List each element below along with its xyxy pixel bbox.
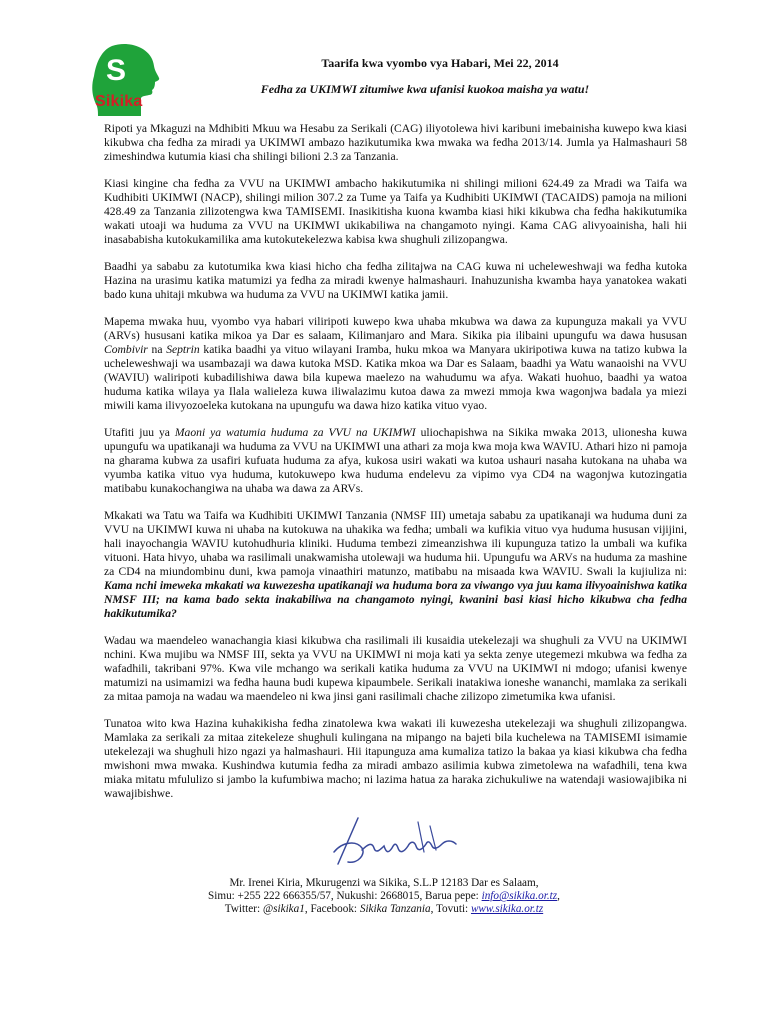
twitter-handle: @sikika1: [262, 903, 305, 916]
key-question: Kama nchi imeweka mkakati wa kuwezesha upatikanaji wa huduma bora za viwango vya juu kama ilivyoainishwa katika NMSF III; na kama bado sekta inakabiliwa na changamoto nyingi, kwanini basi kiasi hicho kikubwa cha fedha hakikutumika?: [104, 578, 687, 620]
article-body: [104, 122, 687, 814]
paragraph-5: Utafiti juu ya Maoni ya watumia huduma za VVU na UKIMWI uliochapishwa na Sikika mwaka 2013, ulionesha kuwa upungufu wa upatikanaji wa huduma za VVU na UKIMWI una athari za moja kwa moja kwa WAVIU. Athari hizo ni pamoja na gharama kubwa za usafiri kufuata huduma za afya, kukosa usiri wakati wa kutoa ushauri nasaha kutokana na uhaba wa vyumba katika vituo vya huduma, kutokuwepo kwa huduma endelevu za vipimo vya CD4 na wagonjwa kutozingatia matibabu kunakochangiwa na uhaba wa dawa za ARVs.: [104, 426, 687, 495]
paragraph-8: Tunatoa wito kwa Hazina kuhakikisha fedha zinatolewa kwa wakati ili kuwezesha utekelezaji wa shughuli zilizopangwa. Mamlaka za serikali za mitaa zitekeleze shughuli kulingana na mipango na bajeti bila kuchelewa na TAMISEMI isimamie utekelezaji wa shughuli hizo ngazi ya halmashauri. Hii itapunguza ama kumaliza tatizo la bakaa ya kiasi kikubwa cha fedha mwishoni mwa mwaka. Kushindwa kutumia fedha za miradi ambazo asilimia kubwa zimetolewa na wafadhili, tena kwa miaka mitatu mfululizo si jambo la kufumbiwa macho; ni lazima hatua za haraka zichukuliwe na watendaji wasiowajibika ni wawajibishwe.: [104, 717, 687, 800]
study-title: Maoni ya watumia huduma za VVU na UKIMWI: [174, 426, 416, 440]
release-date-line: Taarifa kwa vyombo vya Habari, Mei 22, 2014: [321, 56, 559, 70]
logo-wordmark: Sikika: [95, 93, 143, 110]
handwritten-signature-icon: [322, 812, 472, 870]
logo-letter: S: [105, 54, 127, 87]
paragraph-3: Baadhi ya sababu za kutotumika kwa kiasi hicho cha fedha zilitajwa na CAG kuwa ni ucheleweshwaji wa fedha kutoka Hazina na urasimu katika matumizi ya fedha za miradi kwenye halmashauri. Inahuzunisha kwamba haya yanatokea wakati bado kuna uhitaji mkubwa wa huduma za VVU na UKIMWI katika jamii.: [104, 260, 687, 302]
drug-name-septrin: Septrin: [166, 343, 200, 357]
paragraph-1: Ripoti ya Mkaguzi na Mdhibiti Mkuu wa Hesabu za Serikali (CAG) iliyotolewa hivi karibuni imebainisha kuwepo kwa kiasi kikubwa cha fedha za miradi ya UKIMWI ambazo hazikutumika kwa mwaka wa fedha 2013/14. Jumla ya Halmashauri 58 zimeshindwa kutumia kiasi cha shilingi bilioni 2.3 za Tanzania.: [104, 122, 687, 163]
email-link[interactable]: info@sikika.or.tz: [481, 890, 558, 903]
footer-social-line: Twitter: @sikika1, Facebook: Sikika Tanzania, Tovuti: www.sikika.or.tz: [224, 903, 544, 916]
paragraph-6: Mkakati wa Tatu wa Taifa wa Kudhibiti UKIMWI Tanzania (NMSF III) umetaja sababu za upatikanaji wa huduma duni za VVU na UKIMWI kuwa ni uhaba na kutokuwa na uhakika wa fedha; umbali wa kufikia vituo vya huduma hususan vijijini, hali inayochangia WAVIU kutohudhuria kliniki. Huduma tembezi zimeanzishwa ili kupunguza tatizo la umbali wa kufika vituoni. Hata hivyo, uhaba wa rasilimali unakwamisha utolewaji wa huduma hii. Upungufu wa ARVs na huduma za mashine za CD4 na miundombinu duni, kwa pamoja vinaathiri matunzo, matibabu na misaada kwa WAVIU. Swali la kujiuliza ni: Kama nchi imeweka mkakati wa kuwezesha upatikanaji wa huduma bora za viwango vya juu kama ilivyoainishwa katika NMSF III; na kama bado sekta inakabiliwa na changamoto nyingi, kwanini basi kiasi hicho kikubwa cha fedha hakikutumika?: [104, 509, 687, 620]
footer-author-line: Mr. Irenei Kiria, Mkurugenzi wa Sikika, S.L.P 12183 Dar es Salaam,: [229, 877, 539, 889]
footer-contact-line: Simu: +255 222 666355/57, Nukushi: 2668015, Barua pepe: info@sikika.or.tz,: [208, 890, 560, 903]
page-title: Fedha za UKIMWI zitumiwe kwa ufanisi kuokoa maisha ya watu!: [260, 82, 590, 96]
paragraph-4: Mapema mwaka huu, vyombo vya habari viliripoti kuwepo kwa uhaba mkubwa wa dawa za kupunguza makali ya VVU (ARVs) hususani katika mikoa ya Dar es salaam, Kilimanjaro and Mara. Sikika pia ilibaini upungufu wa dawa hususan Combivir na Septrin katika baadhi ya vituo wilayani Iramba, huku mkoa wa Manyara ukiripotiwa kuwa na tatizo kubwa la ucheleweshwaji wa usambazaji wa dawa kutoka MSD. Katika mkoa wa Dar es Salaam, baadhi ya Watu wanaoishi na VVU (WAVIU) waliripoti kubadilishiwa dawa bila kupewa maelezo na wahudumu wa afya. Wakati huohuo, baadhi ya watoa huduma katika wilaya ya Ilala walieleza kuwa iliwalazimu kutoa dawa za mwezi mmoja kwa wagonjwa badala ya miezi miwili kama ilivyozoeleka kutokana na upungufu wa dawa hizo katika vituo vyao.: [104, 315, 687, 412]
drug-name-combivir: Combivir: [104, 343, 148, 357]
website-link[interactable]: www.sikika.or.tz: [470, 903, 544, 916]
contact-footer: [184, 877, 584, 917]
paragraph-7: Wadau wa maendeleo wanachangia kiasi kikubwa cha rasilimali ili kusaidia utekelezaji wa shughuli za VVU na UKIMWI nchini. Kwa mujibu wa NMSF III, sekta ya VVU na UKIMWI ni moja kati ya sekta zenye utegemezi mkubwa wa fedha za wafadhili, takribani 97%. Kwa vile mchango wa serikali katika huduma za VVU na UKIMWI ni mdogo; ufanisi kwenye matumizi na usimamizi wa fedha hauna budi kupewa kipaumbele. Serikali inatakiwa ioneshe wananchi, mamlaka za serikali za mitaa pamoja na wadau wa maendeleo ni kwa jinsi gani rasilimali chache zilizopo zimetumika kwa ufanisi.: [104, 634, 687, 703]
paragraph-2: Kiasi kingine cha fedha za VVU na UKIMWI ambacho hakikutumika ni shilingi milioni 624.49 za Mradi wa Taifa wa Kudhibiti UKIMWI (NACP), shilingi milion 307.2 za Tume ya Taifa ya Kudhibiti UKIMWI (TACAIDS) pamoja na milioni 428.49 za Tanzania zilizotengwa kwa TAMISEMI. Inasikitisha kuona kwamba kiasi hiki kikubwa cha fedha hakikutumika wakati utoaji wa huduma za VVU na UKIMWI ukikabiliwa na changamoto nyingi. Kama CAG alivyoainisha, hali hii inasababisha kutokukamilika ama kutokutekelezwa kabisa kwa shughuli zilizopangwa.: [104, 177, 687, 246]
facebook-name: Sikika Tanzania: [359, 903, 431, 916]
